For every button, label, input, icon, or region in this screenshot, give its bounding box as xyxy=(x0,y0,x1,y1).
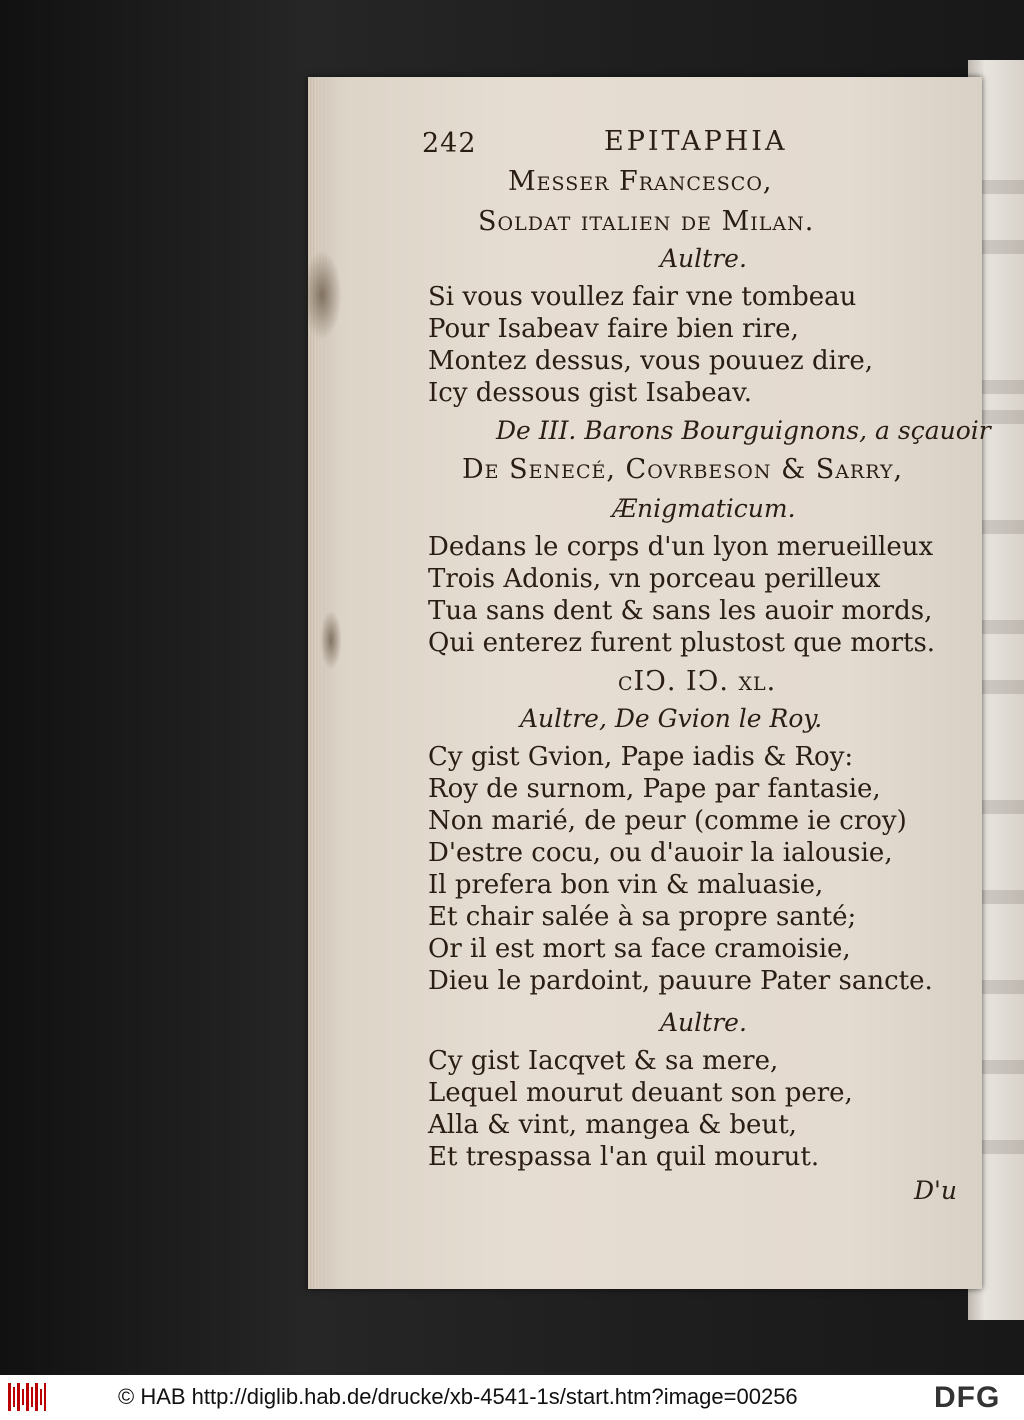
verse-line: Roy de surnom, Pape par fantasie, xyxy=(428,774,881,804)
verse-line: Tua sans dent & sans les auoir mords, xyxy=(428,596,933,626)
heading-line: De Senecé, Covrbeson & Sarry, xyxy=(462,454,904,485)
running-head: EPITAPHIA xyxy=(604,126,788,157)
verse-line: Qui enterez furent plustost que morts. xyxy=(428,628,936,658)
subheading-line: Ænigmaticum. xyxy=(612,494,796,523)
catchword: D'u xyxy=(914,1176,958,1205)
footer-credit-link[interactable]: © HAB http://diglib.hab.de/drucke/xb-4541-1s/start.htm?image=00256 xyxy=(118,1384,798,1409)
footer-bar xyxy=(0,1375,1024,1420)
verse-line: Or il est mort sa face cramoisie, xyxy=(428,934,851,964)
heading-line: Messer Francesco, xyxy=(508,166,773,197)
verse-line: Lequel mourut deuant son pere, xyxy=(428,1078,853,1108)
verse-line: Icy dessous gist Isabeav. xyxy=(428,378,753,408)
verse-line: Cy gist Gvion, Pape iadis & Roy: xyxy=(428,742,854,772)
verse-line: Et trespassa l'an quil mourut. xyxy=(428,1142,820,1172)
heading-line: De III. Barons Bourguignons, a sçauoir xyxy=(496,416,991,445)
date-line: cIↃ. IↃ. xl. xyxy=(618,666,777,697)
subheading-line: Aultre. xyxy=(660,1008,747,1037)
verse-line: Trois Adonis, vn porceau perilleux xyxy=(428,564,881,594)
heading-line: Soldat italien de Milan. xyxy=(478,206,815,237)
dfg-logo: DFG xyxy=(934,1381,1001,1414)
verse-line: Dedans le corps d'un lyon merueilleux xyxy=(428,532,934,562)
verse-line: Alla & vint, mangea & beut, xyxy=(428,1110,797,1140)
verse-line: D'estre cocu, ou d'auoir la ialousie, xyxy=(428,838,893,868)
heading-line: Aultre, De Gvion le Roy. xyxy=(520,704,823,733)
verse-line: Il prefera bon vin & maluasie, xyxy=(428,870,824,900)
verse-line: Non marié, de peur (comme ie croy) xyxy=(428,806,907,836)
verse-line: Cy gist Iacqvet & sa mere, xyxy=(428,1046,779,1076)
page-number: 242 xyxy=(422,128,477,159)
verse-line: Montez dessus, vous pouuez dire, xyxy=(428,346,874,376)
verse-line: Pour Isabeav faire bien rire, xyxy=(428,314,799,344)
verse-line: Dieu le pardoint, pauure Pater sancte. xyxy=(428,966,933,996)
verse-line: Si vous voullez fair vne tombeau xyxy=(428,282,857,312)
verse-line: Et chair salée à sa propre santé; xyxy=(428,902,857,932)
subheading-line: Aultre. xyxy=(660,244,747,273)
barcode-logo-icon xyxy=(8,1383,46,1411)
